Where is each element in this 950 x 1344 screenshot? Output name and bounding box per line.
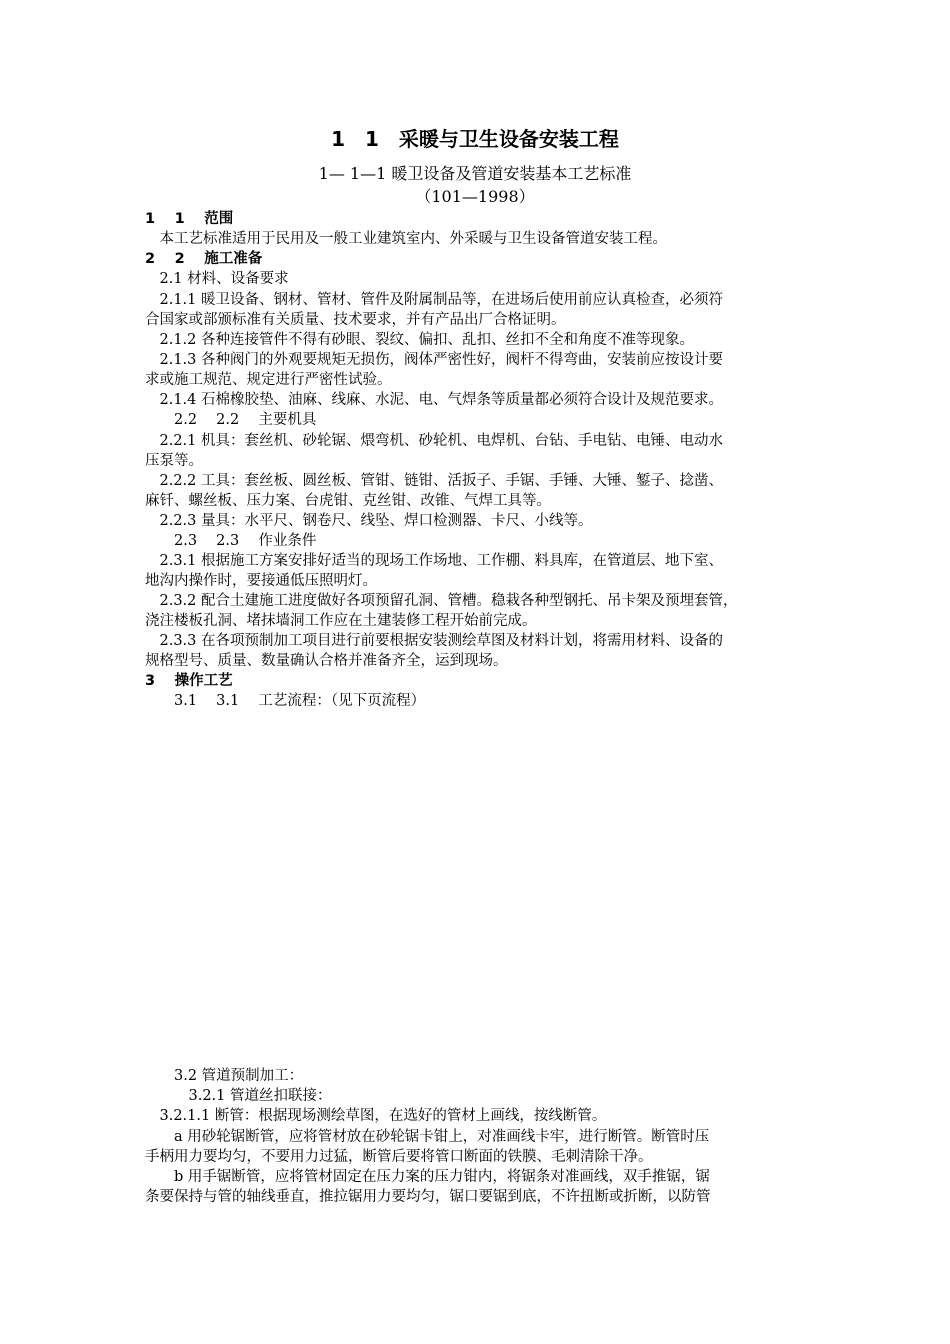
paragraph-line: 浇注楼板孔洞、堵抹墙洞工作应在土建装修工程开始前完成。 (145, 613, 537, 629)
paragraph-line: b 用手锯断管，应将管材固定在压力案的压力钳内，将锯条对准画线，双手推锯，锯 (145, 1169, 710, 1185)
standard-code: （101—1998） (415, 187, 535, 206)
paragraph-line: 2.3.1 根据施工方案安排好适当的现场工作场地、工作棚、料具库，在管道层、地下室、 (145, 553, 723, 569)
subsection-heading: 3.2 管道预制加工： (145, 1068, 304, 1084)
paragraph-line: 压泵等。 (145, 453, 203, 469)
paragraph-line: 2.2.1 机具：套丝机、砂轮锯、煨弯机、砂轮机、电焊机、台钻、手电钻、电锤、电动水 (145, 433, 723, 449)
subsection-heading: 2.2 2.2 主要机具 (145, 412, 317, 428)
paragraph-line: 2.1.2 各种连接管件不得有砂眼、裂纹、偏扣、乱扣、丝扣不全和角度不准等现象。 (145, 332, 695, 348)
paragraph-line: 2.2.2 工具：套丝板、圆丝板、管钳、链钳、活扳子、手锯、手锤、大锤、錾子、捻凿、 (145, 473, 723, 489)
paragraph-line: 2.1.3 各种阀门的外观要规矩无损伤，阀体严密性好，阀杆不得弯曲，安装前应按设计要 (145, 352, 723, 368)
paragraph-line: 地沟内操作时，要接通低压照明灯。 (145, 573, 377, 589)
paragraph-line: 合国家或部颁标准有关质量、技术要求，并有产品出厂合格证明。 (145, 312, 566, 328)
paragraph-line: 2.3.3 在各项预制加工项目进行前要根据安装测绘草图及材料计划，将需用材料、设备的 (145, 633, 723, 649)
subsection-heading: 3.1 3.1 工艺流程：（见下页流程） (145, 693, 426, 709)
paragraph-line: 2.1.4 石棉橡胶垫、油麻、线麻、水泥、电、气焊条等质量都必须符合设计及规范要求。 (145, 392, 723, 408)
paragraph-line: 求或施工规范、规定进行严密性试验。 (145, 372, 392, 388)
paragraph-line: 2.2.3 量具：水平尺、钢卷尺、线坠、焊口检测器、卡尺、小线等。 (145, 513, 593, 529)
paragraph-line: 手柄用力要均匀，不要用力过猛，断管后要将管口断面的铁膜、毛刺清除干净。 (145, 1149, 653, 1165)
paragraph-line: a 用砂轮锯断管，应将管材放在砂轮锯卡钳上，对准画线卡牢，进行断管。断管时压 (145, 1129, 710, 1145)
document-title: 1 1 采暖与卫生设备安装工程 (331, 127, 619, 151)
paragraph-line: 麻钎、螺丝板、压力案、台虎钳、克丝钳、改锥、气焊工具等。 (145, 493, 551, 509)
subsection-heading: 2.3 2.3 作业条件 (145, 533, 317, 549)
subsection-heading: 3.2.1 管道丝扣联接： (145, 1088, 332, 1104)
paragraph-line: 规格型号、质量、数量确认合格并准备齐全，运到现场。 (145, 653, 508, 669)
subsection-heading: 2.1 材料、设备要求 (145, 271, 289, 287)
paragraph-line: 3.2.1.1 断管：根据现场测绘草图，在选好的管材上画线，按线断管。 (145, 1108, 607, 1124)
section-heading-operation: 3 操作工艺 (145, 673, 233, 689)
paragraph-line: 本工艺标准适用于民用及一般工业建筑室内、外采暖与卫生设备管道安装工程。 (145, 231, 667, 247)
paragraph-line: 条要保持与管的轴线垂直，推拉锯用力要均匀，锯口要锯到底，不许扭断或折断，以防管 (145, 1189, 711, 1205)
section-heading-scope: 1 1 范围 (145, 211, 234, 227)
paragraph-line: 2.1.1 暖卫设备、钢材、管材、管件及附属制品等，在进场后使用前应认真检查，必须符 (145, 292, 723, 308)
paragraph-line: 2.3.2 配合土建施工进度做好各项预留孔洞、管槽。稳栽各种型钢托、吊卡架及预埋套管， (145, 593, 738, 609)
section-heading-preparation: 2 2 施工准备 (145, 251, 263, 267)
standard-title: 1— 1—1 暖卫设备及管道安装基本工艺标准 (318, 164, 632, 183)
